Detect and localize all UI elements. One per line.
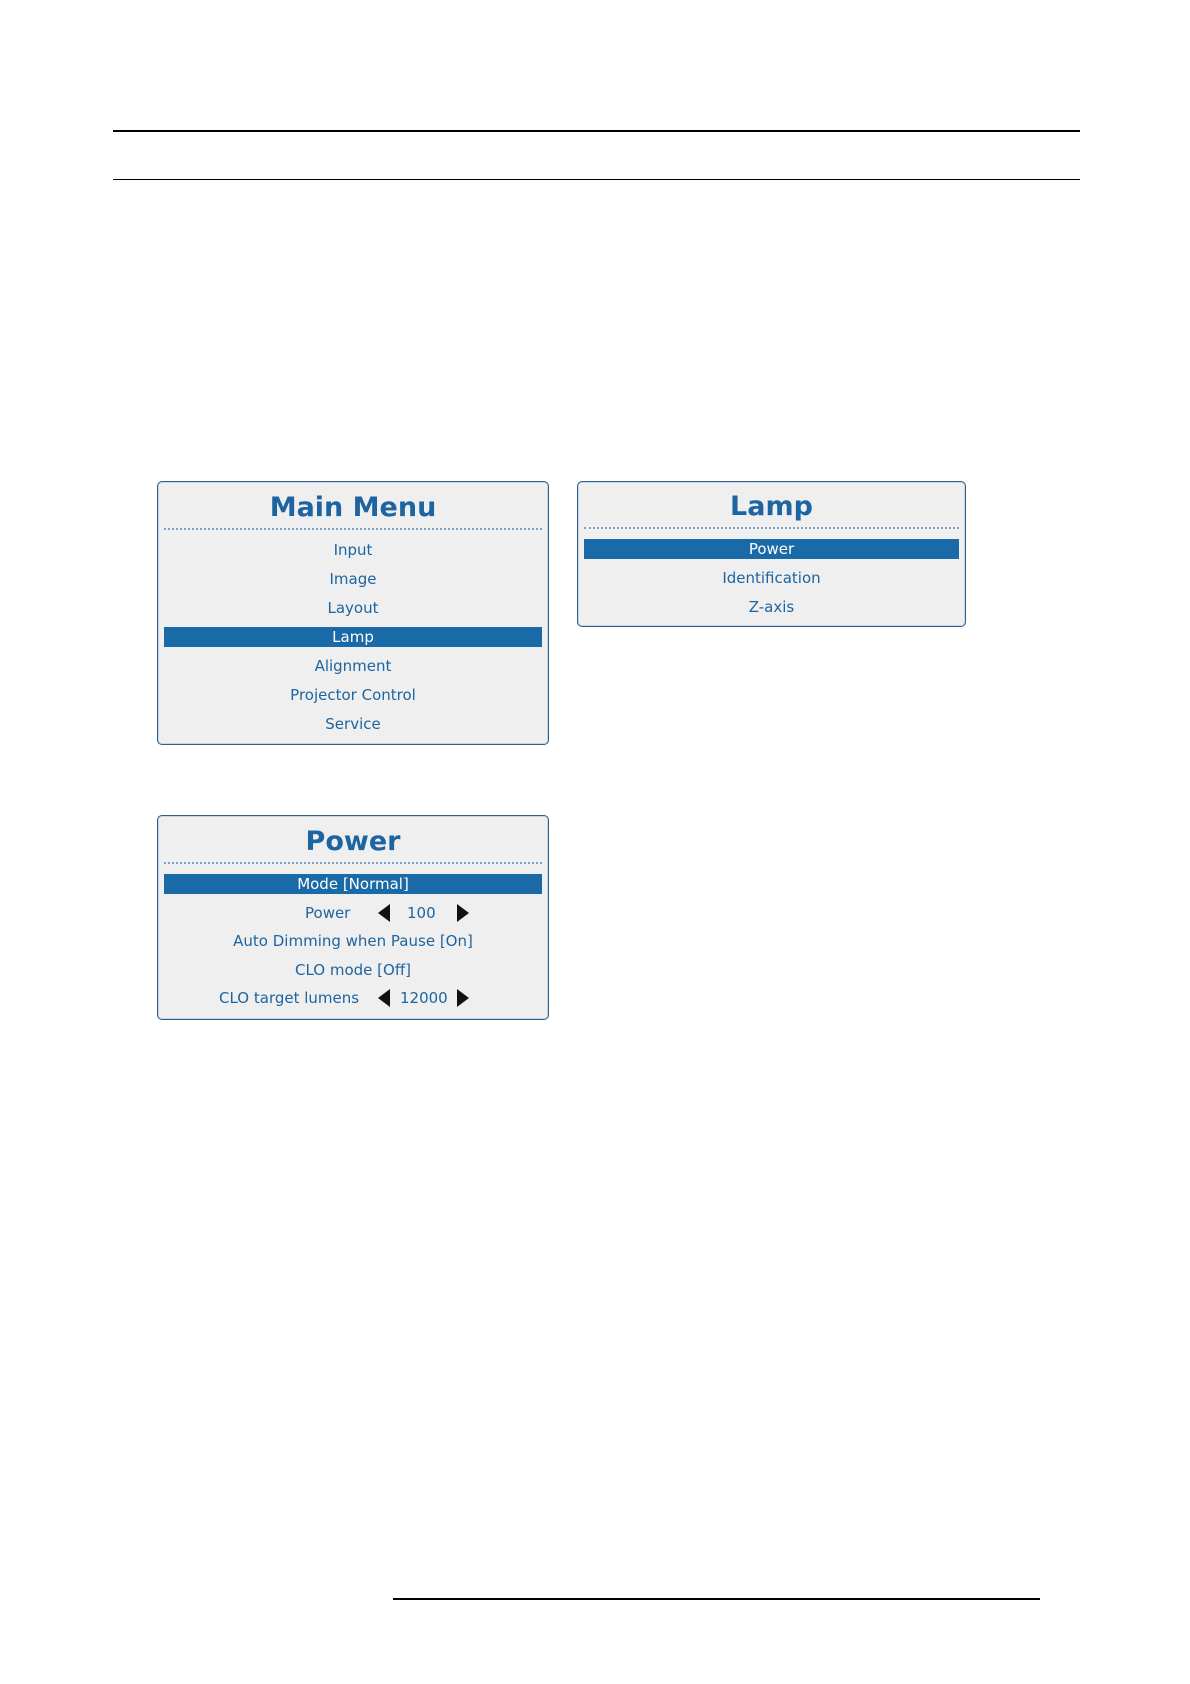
header-rule-top [113, 130, 1080, 132]
lamp-menu-title: Lamp [730, 491, 813, 522]
main-menu-item-alignment[interactable]: Alignment [314, 657, 392, 675]
power-value: 100 [407, 904, 436, 922]
power-menu-item-clo-target-lumens[interactable] [164, 988, 542, 1008]
main-menu-item-input[interactable]: Input [333, 541, 373, 559]
decrease-arrow-icon[interactable] [378, 904, 390, 922]
power-menu-item-auto-dimming[interactable]: Auto Dimming when Pause [On] [233, 932, 473, 950]
footer-rule [393, 1598, 1040, 1600]
main-menu-separator [164, 528, 542, 530]
main-menu-item-layout[interactable]: Layout [327, 599, 379, 617]
main-menu-item-service[interactable]: Service [325, 715, 381, 733]
clo-target-label: CLO target lumens [219, 989, 360, 1007]
lamp-menu-item-identification[interactable]: Identification [722, 569, 821, 587]
power-label: Power [305, 904, 351, 922]
power-menu-panel [157, 815, 549, 1020]
main-menu-item-lamp[interactable]: Lamp [164, 627, 542, 647]
increase-arrow-icon[interactable] [457, 904, 469, 922]
power-menu-item-mode[interactable]: Mode [Normal] [164, 874, 542, 894]
main-menu-item-image[interactable]: Image [329, 570, 377, 588]
decrease-arrow-icon[interactable] [378, 989, 390, 1007]
header-rule-bottom [113, 179, 1080, 180]
power-menu-item-power[interactable] [164, 903, 542, 923]
clo-target-value: 12000 [400, 989, 448, 1007]
increase-arrow-icon[interactable] [457, 989, 469, 1007]
power-menu-item-clo-mode[interactable]: CLO mode [Off] [294, 961, 412, 979]
main-menu-panel [157, 481, 549, 745]
main-menu-item-projector-control[interactable]: Projector Control [290, 686, 416, 704]
lamp-menu-panel [577, 481, 966, 627]
lamp-menu-item-z-axis[interactable]: Z-axis [748, 598, 795, 616]
lamp-menu-separator [584, 527, 959, 529]
main-menu-title: Main Menu [269, 492, 437, 523]
lamp-menu-item-power[interactable]: Power [584, 539, 959, 559]
power-menu-separator [164, 862, 542, 864]
power-menu-title: Power [305, 826, 401, 857]
